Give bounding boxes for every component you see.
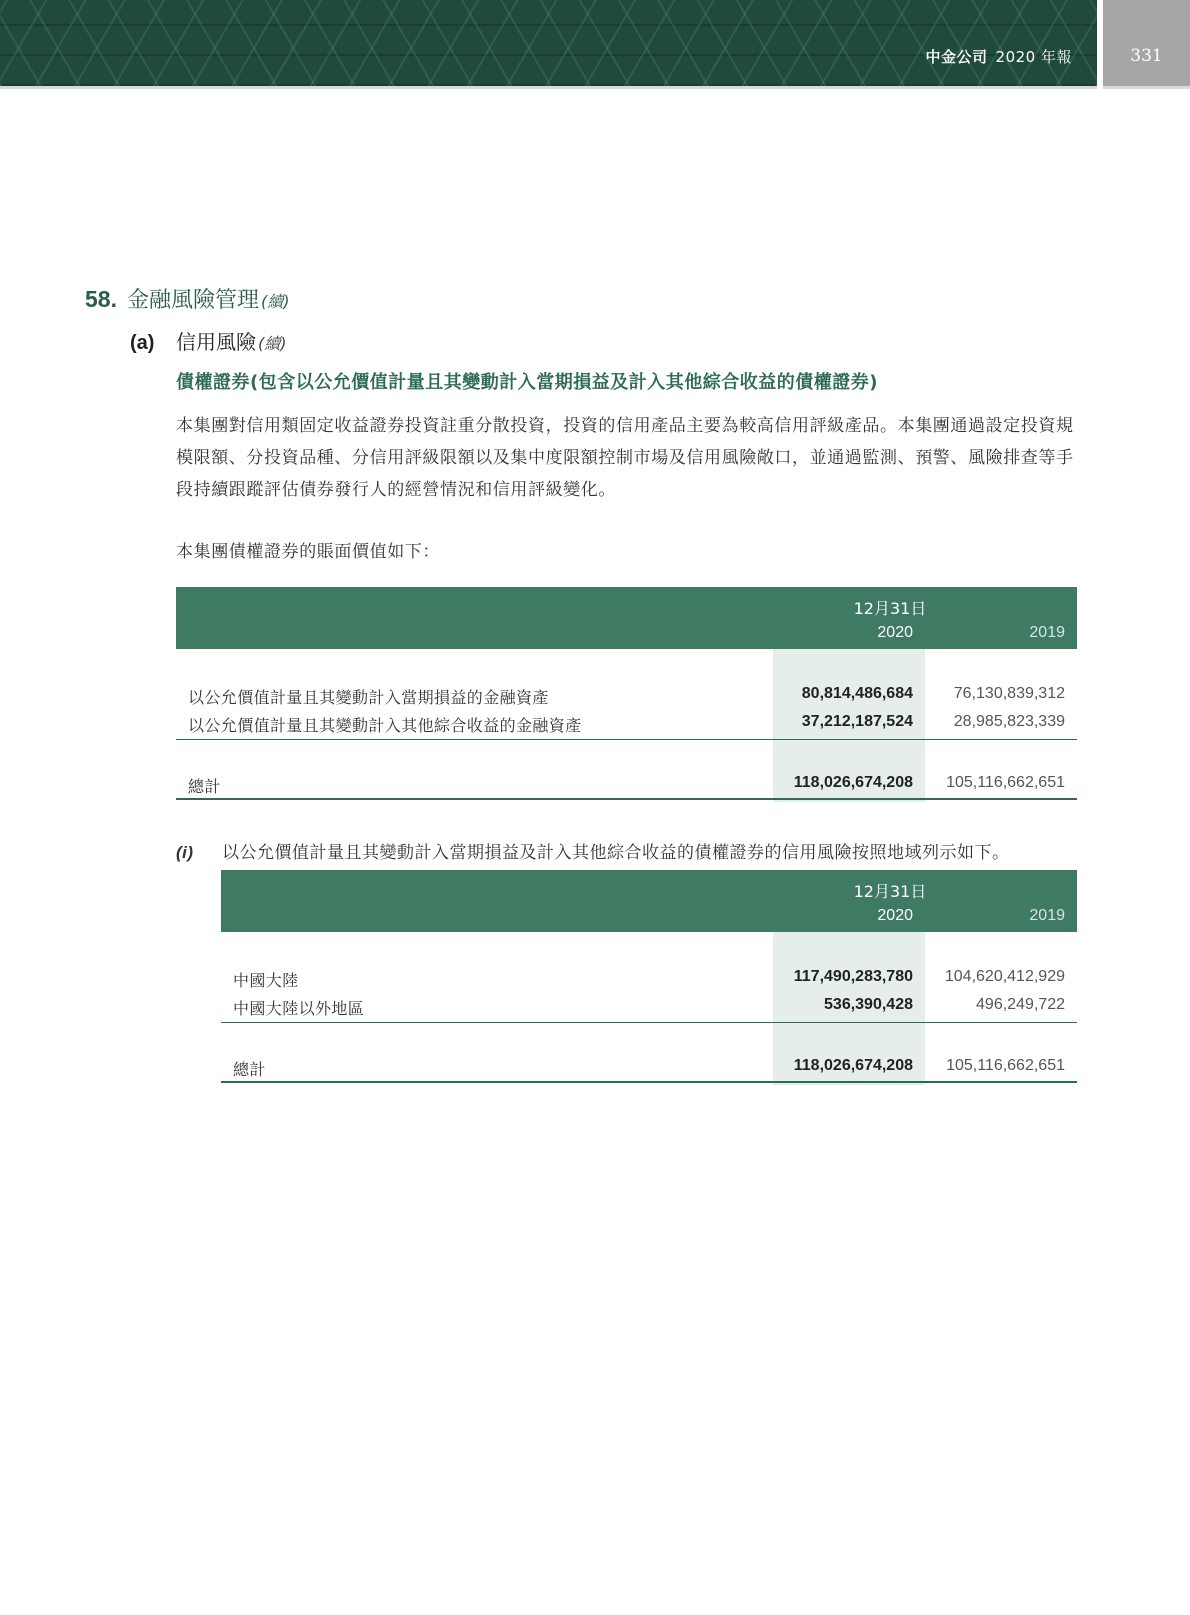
- report-year: 2020 年報: [995, 48, 1072, 66]
- value-2020: 117,490,283,780: [793, 968, 913, 985]
- body-paragraph: 本集團對信用類固定收益證券投資註重分散投資，投資的信用產品主要為較高信用評級產品。本集團通過設定投資規模限額、分投資品種、分信用評級限額以及集中度限額控制市場及信用風險敞口，並通過監測、預警、風險排查等手段持續跟蹤評估債券發行人的經營情況和信用評級變化。: [176, 416, 1074, 500]
- subsection-title: 信用風險: [176, 330, 256, 354]
- total-2020: 118,026,674,208: [793, 774, 913, 791]
- column-2020: 2020: [877, 624, 913, 641]
- table-row: [176, 713, 1077, 739]
- debt-securities-heading: 債權證券(包含以公允價值計量且其變動計入當期損益及計入其他綜合收益的債權證券): [176, 372, 878, 393]
- row-label: 以公允價值計量且其變動計入當期損益的金融資產: [188, 688, 549, 707]
- subsection-heading: [130, 326, 287, 355]
- column-2019: 2019: [1029, 624, 1065, 641]
- total-rule: [221, 1081, 1077, 1083]
- note-text: 以公允價值計量且其變動計入當期損益及計入其他綜合收益的債權證券的信用風險按照地域列示如下。: [222, 843, 1010, 863]
- carrying-value-table: [176, 587, 1077, 802]
- subtotal-rule: [176, 739, 1077, 740]
- row-label: 以公允價值計量且其變動計入其他綜合收益的金融資產: [188, 716, 582, 735]
- page-number: 331: [1130, 46, 1163, 66]
- table-row: [221, 996, 1077, 1022]
- note-label: (i): [176, 843, 194, 862]
- total-rule: [176, 798, 1077, 800]
- section-title: 金融風險管理: [126, 288, 259, 313]
- total-row: [221, 1057, 1077, 1083]
- column-2020: 2020: [877, 907, 913, 924]
- row-label: 中國大陸以外地區: [233, 999, 365, 1018]
- geographic-table: [221, 870, 1077, 1085]
- value-2019: 28,985,823,339: [953, 713, 1065, 730]
- total-row: [176, 774, 1077, 800]
- value-2019: 104,620,412,929: [944, 968, 1065, 985]
- date-header: 12月31日: [853, 599, 927, 618]
- total-label: 總計: [233, 1060, 266, 1079]
- section-continued: (續): [261, 292, 290, 311]
- header-divider: [0, 86, 1097, 89]
- subsection-continued: (續): [258, 334, 287, 353]
- company-name: 中金公司: [925, 48, 988, 66]
- value-2019: 76,130,839,312: [953, 685, 1065, 702]
- column-2019: 2019: [1029, 907, 1065, 924]
- subsection-label: (a): [130, 332, 155, 354]
- table-row: [221, 968, 1077, 994]
- row-label: 中國大陸: [233, 971, 299, 990]
- total-label: 總計: [188, 777, 221, 796]
- total-2019: 105,116,662,651: [946, 774, 1065, 791]
- table-intro: 本集團債權證券的賬面價值如下：: [176, 542, 440, 562]
- page-number-divider: [1103, 86, 1190, 89]
- note-i: [176, 838, 1010, 863]
- value-2020: 80,814,486,684: [801, 685, 913, 702]
- table-row: [176, 685, 1077, 711]
- total-2019: 105,116,662,651: [946, 1057, 1065, 1074]
- page-number-box: [1103, 0, 1190, 86]
- value-2020: 536,390,428: [824, 996, 913, 1013]
- total-2020: 118,026,674,208: [793, 1057, 913, 1074]
- value-2019: 496,249,722: [976, 996, 1065, 1013]
- subtotal-rule: [221, 1022, 1077, 1023]
- date-header: 12月31日: [853, 882, 927, 901]
- value-2020: 37,212,187,524: [801, 713, 913, 730]
- section-number: 58.: [85, 286, 117, 312]
- running-header: [926, 46, 1072, 67]
- header-banner: [0, 0, 1097, 86]
- section-heading: [85, 283, 290, 314]
